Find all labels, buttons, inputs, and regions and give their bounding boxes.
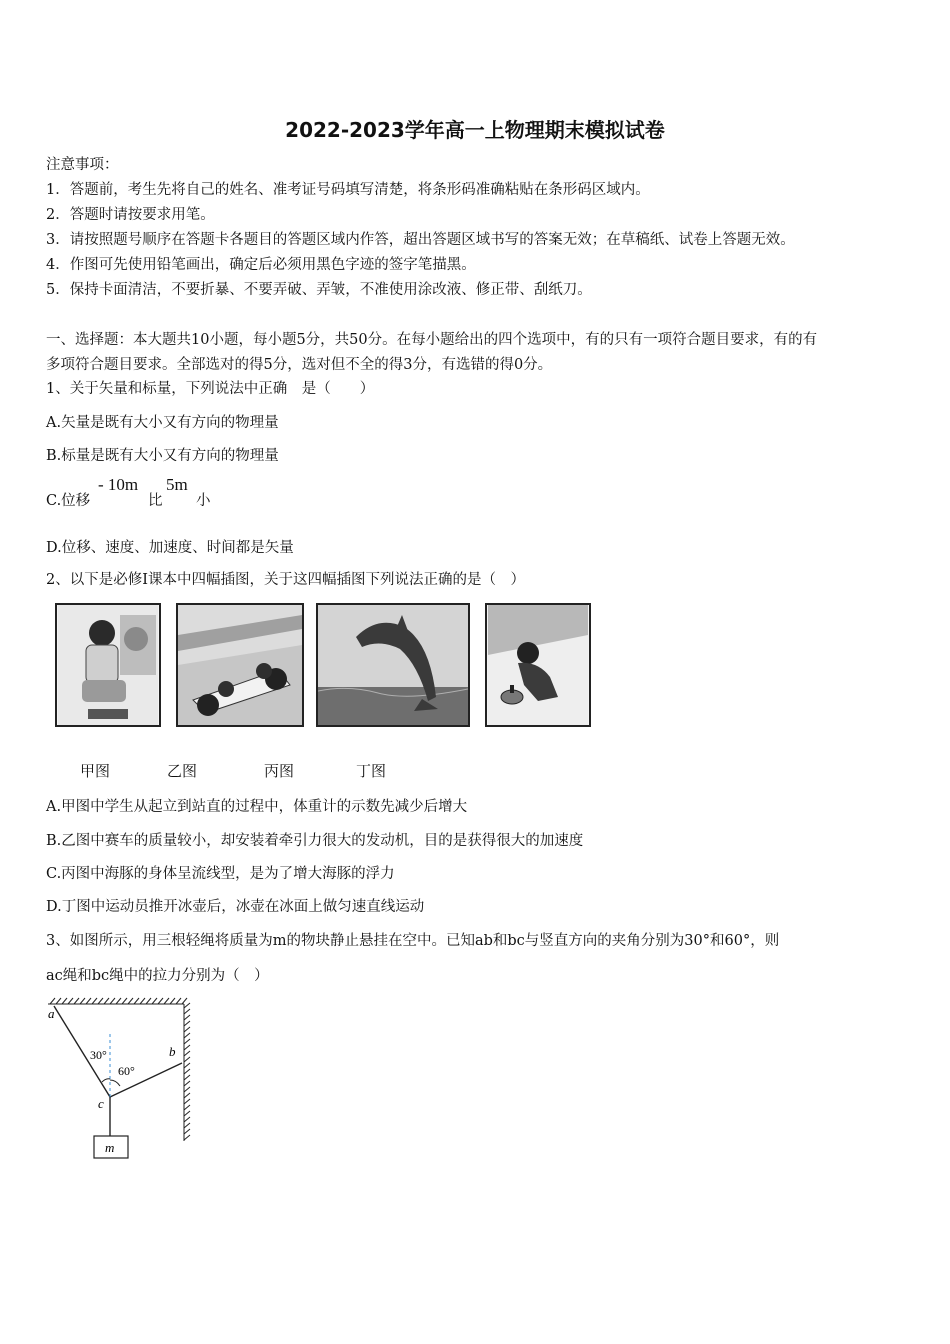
notice-item-2: 2．答题时请按要求用笔。 (46, 207, 215, 223)
notice-heading: 注意事项： (46, 157, 119, 173)
label-b: b (169, 1044, 176, 1059)
q1-option-c-suffix: 小 (196, 493, 211, 509)
notice-item-3: 3．请按照题号顺序在答题卡各题目的答题区域内作答，超出答题区域书写的答案无效；在草稿纸、试卷上答题无效。 (46, 232, 795, 248)
label-m: m (105, 1140, 115, 1155)
q1-option-c-value2: 5m (166, 475, 188, 494)
section-intro-line1: 一、选择题：本大题共10小题，每小题5分，共50分。在每小题给出的四个选项中，有的只有一项符合题目要求，有的有 (46, 332, 818, 348)
caption-yi: 乙图 (167, 762, 198, 780)
q1-option-d: D.位移、速度、加速度、时间都是矢量 (46, 540, 294, 556)
notice-item-4: 4．作图可先使用铅笔画出，确定后必须用黑色字迹的签字笔描黑。 (46, 257, 476, 273)
q1-option-a: A.矢量是既有大小又有方向的物理量 (46, 415, 279, 431)
label-a: a (48, 1006, 55, 1021)
q2-option-b: B.乙图中赛车的质量较小，却安装着牵引力很大的发动机，目的是获得很大的加速度 (46, 833, 584, 849)
label-angle-60: 60° (118, 1064, 135, 1078)
q2-option-a: A.甲图中学生从起立到站直的过程中，体重计的示数先减少后增大 (46, 799, 468, 815)
label-c: c (98, 1096, 104, 1111)
notice-item-5: 5．保持卡面清洁，不要折暴、不要弄破、弄皱，不准使用涂改液、修正带、刮纸刀。 (46, 282, 592, 298)
notice-item-1: 1．答题前，考生先将自己的姓名、准考证号码填写清楚，将条形码准确粘贴在条形码区域内。 (46, 182, 650, 198)
student-scale-photo (55, 603, 161, 727)
rope-diagram (44, 996, 194, 1166)
caption-bing: 丙图 (264, 762, 295, 780)
section-intro-line2: 多项符合题目要求。全部选对的得5分，选对但不全的得3分，有选错的得0分。 (46, 357, 553, 373)
curling-photo (485, 603, 591, 727)
q1-option-c-mid: 比 (148, 493, 163, 509)
q2-option-d: D.丁图中运动员推开冰壶后，冰壶在冰面上做匀速直线运动 (46, 899, 425, 915)
dolphin-photo (316, 603, 470, 727)
q1-option-b: B.标量是既有大小又有方向的物理量 (46, 448, 279, 464)
q3-stem-line1: 3、如图所示，用三根轻绳将质量为m的物块静止悬挂在空中。已知ab和bc与竖直方向的夹角分别为30°和60°，则 (46, 933, 780, 949)
q1-option-c-value1: - 10m (98, 475, 139, 494)
caption-ding: 丁图 (356, 762, 387, 780)
q1-option-c-prefix: C.位移 (46, 493, 91, 509)
page-title: 2022-2023学年高一上物理期末模拟试卷 (285, 118, 665, 142)
race-car-photo (176, 603, 304, 727)
label-angle-30: 30° (90, 1048, 107, 1062)
q2-option-c: C.丙图中海豚的身体呈流线型，是为了增大海豚的浮力 (46, 866, 395, 882)
q2-stem: 2、以下是必修Ⅰ课本中四幅插图，关于这四幅插图下列说法正确的是（ ） (46, 572, 525, 588)
q1-stem: 1、关于矢量和标量，下列说法中正确 是（ ） (46, 381, 375, 397)
q3-stem-line2: ac绳和bc绳中的拉力分别为（ ） (46, 968, 269, 984)
caption-jia: 甲图 (80, 762, 111, 780)
